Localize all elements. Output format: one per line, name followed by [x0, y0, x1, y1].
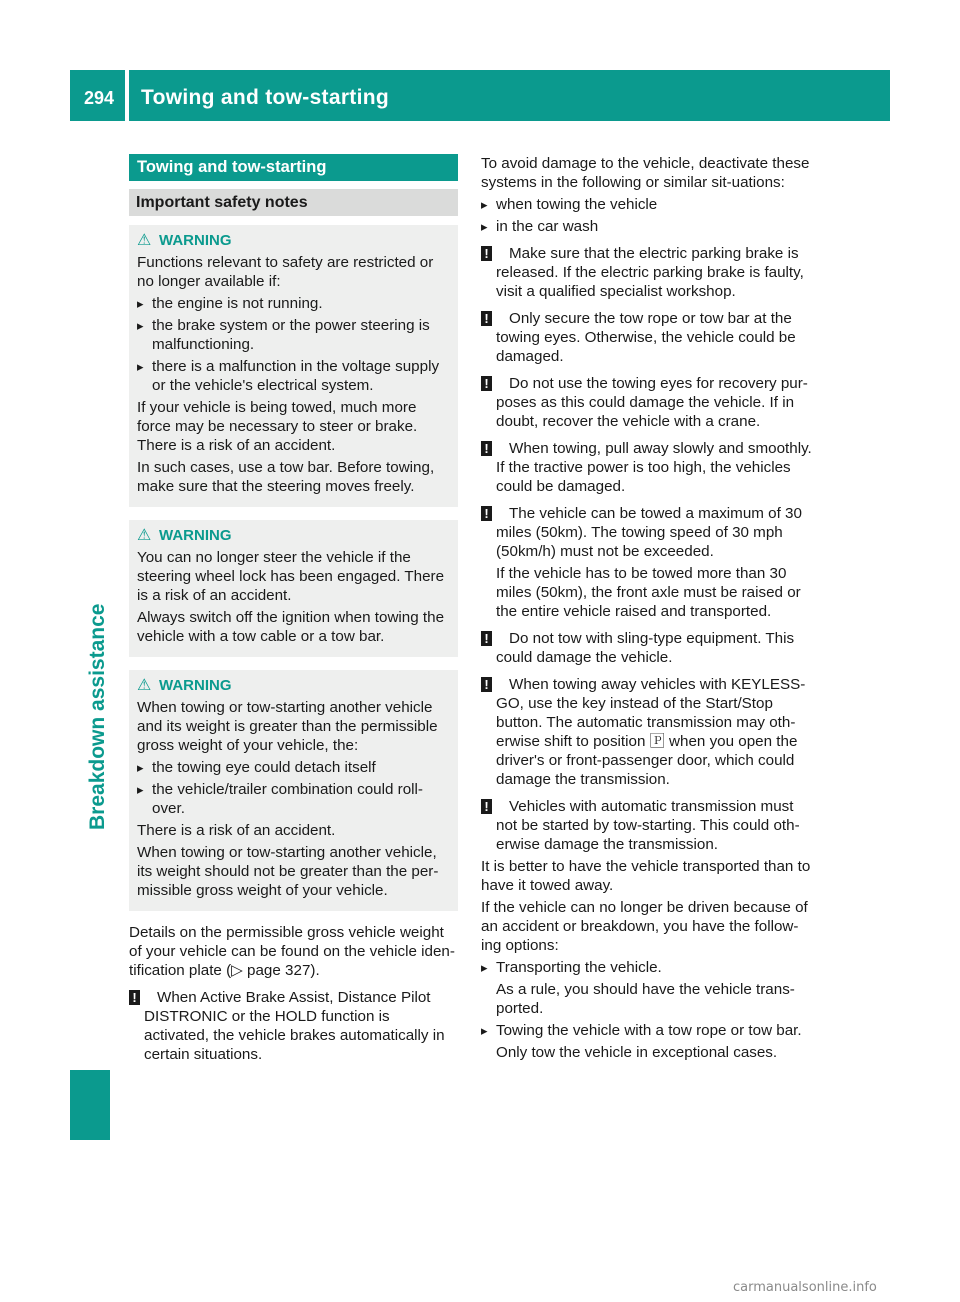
note-text: When Active Brake Assist, Distance Pilot DISTRONIC or the HOLD function is activated, the vehicle brakes automatically in certain situations.	[144, 989, 445, 1063]
list-item-detail: Only tow the vehicle in exceptional cases.	[496, 1044, 778, 1061]
note-text: Only secure the tow rope or tow bar at the towing eyes. Otherwise, the vehicle could be damaged.	[496, 310, 796, 365]
watermark: carmanualsonline.info	[733, 1280, 877, 1295]
list-item: ▸ the vehicle/trailer combination could roll-over.	[137, 780, 450, 818]
note-item	[481, 439, 813, 496]
list-item: ▸ the towing eye could detach itself	[137, 758, 450, 777]
warning-triangle-icon: ⚠	[137, 527, 152, 544]
exclamation-icon: !	[481, 376, 492, 391]
note-text: Vehicles with automatic transmission must not be started by tow-starting. This could oth-erwise damage the transmission.	[496, 798, 800, 853]
side-tab-label: Breakdown assistance	[86, 603, 109, 830]
exclamation-icon: !	[129, 990, 140, 1005]
note-item	[481, 374, 813, 431]
header-divider	[125, 70, 129, 121]
note-text: When towing away vehicles with KEYLESS-GO, use the key instead of the Start/Stop button. The automatic transmission may oth-erwise shift to position 🄿 when you open the driver's or front-passenger door, which could damage the transmission.	[496, 676, 806, 788]
body-paragraph: If the vehicle can no longer be driven because of an accident or breakdown, you have the follow-ing options:	[481, 899, 808, 954]
list-item-detail: As a rule, you should have the vehicle trans-ported.	[496, 981, 795, 1017]
side-tab-marker	[70, 1070, 110, 1140]
list-item: ▸ the brake system or the power steering is malfunctioning.	[137, 316, 450, 354]
warning-box-1	[129, 225, 458, 507]
list-item: ▸ Towing the vehicle with a tow rope or tow bar.	[481, 1021, 813, 1040]
right-column	[481, 154, 813, 1065]
warning-text: There is a risk of an accident.	[137, 822, 336, 839]
warning-text: In such cases, use a tow bar. Before towing, make sure that the steering moves freely.	[137, 459, 435, 495]
note-text: When towing, pull away slowly and smoothly. If the tractive power is too high, the vehicles could be damaged.	[496, 440, 812, 495]
warning-text: When towing or tow-starting another vehicle, its weight should not be greater than the per-missible gross weight of your vehicle.	[137, 844, 439, 899]
warning-label: WARNING	[159, 232, 232, 249]
warning-triangle-icon: ⚠	[137, 677, 152, 694]
exclamation-icon: !	[481, 246, 492, 261]
warning-text: Functions relevant to safety are restricted or no longer available if:	[137, 254, 434, 290]
list-item: ▸ there is a malfunction in the voltage supply or the vehicle's electrical system.	[137, 357, 450, 395]
note-item	[481, 504, 813, 561]
list-item: ▸ Transporting the vehicle.	[481, 958, 813, 977]
note-item	[481, 309, 813, 366]
note-text: The vehicle can be towed a maximum of 30 miles (50km). The towing speed of 30 mph (50km/h) must not be exceeded.	[496, 505, 802, 560]
header-title: Towing and tow-starting	[141, 86, 389, 109]
list-item: ▸ the engine is not running.	[137, 294, 450, 313]
body-paragraph: To avoid damage to the vehicle, deactivate these systems in the following or similar sit-uations:	[481, 155, 810, 191]
warning-box-2	[129, 520, 458, 657]
warning-header	[137, 676, 450, 695]
exclamation-icon: !	[481, 677, 492, 692]
note-item	[481, 675, 813, 789]
exclamation-icon: !	[481, 311, 492, 326]
exclamation-icon: !	[481, 441, 492, 456]
exclamation-icon: !	[481, 631, 492, 646]
exclamation-icon: !	[481, 799, 492, 814]
page-number: 294	[84, 88, 115, 108]
note-text: Do not use the towing eyes for recovery pur-poses as this could damage the vehicle. If in doubt, recover the vehicle with a crane.	[496, 375, 808, 430]
body-paragraph: It is better to have the vehicle transported than to have it towed away.	[481, 858, 811, 894]
note-item	[481, 244, 813, 301]
note-text: Make sure that the electric parking brake is released. If the electric parking brake is faulty, visit a qualified specialist workshop.	[496, 245, 804, 300]
list-item: ▸ when towing the vehicle	[481, 195, 813, 214]
note-text: Do not tow with sling-type equipment. This could damage the vehicle.	[496, 630, 795, 666]
warning-label: WARNING	[159, 527, 232, 544]
note-item	[481, 629, 813, 667]
warning-text: When towing or tow-starting another vehicle and its weight is greater than the permissible gross weight of your vehicle, the:	[137, 699, 438, 754]
warning-text: If your vehicle is being towed, much more force may be necessary to steer or brake. There is a risk of an accident.	[137, 399, 418, 454]
warning-triangle-icon: ⚠	[137, 232, 152, 249]
section-title: Towing and tow-starting	[129, 154, 458, 181]
warning-text: Always switch off the ignition when towing the vehicle with a tow cable or a tow bar.	[137, 609, 445, 645]
warning-text: You can no longer steer the vehicle if the steering wheel lock has been engaged. There is a risk of an accident.	[137, 549, 445, 604]
warning-header	[137, 231, 450, 250]
subsection-title: Important safety notes	[129, 189, 458, 216]
note-item	[481, 797, 813, 854]
exclamation-icon: !	[481, 506, 492, 521]
warning-label: WARNING	[159, 677, 232, 694]
note-item	[129, 988, 458, 1064]
warning-header	[137, 526, 450, 545]
body-paragraph: Details on the permissible gross vehicle weight of your vehicle can be found on the vehicle iden-tification plate (▷ page 327).	[129, 924, 455, 979]
left-column	[129, 154, 458, 1067]
warning-box-3	[129, 670, 458, 911]
note-continuation: If the vehicle has to be towed more than 30 miles (50km), the front axle must be raised or the entire vehicle raised and transported.	[496, 565, 801, 620]
list-item: ▸ in the car wash	[481, 217, 813, 236]
